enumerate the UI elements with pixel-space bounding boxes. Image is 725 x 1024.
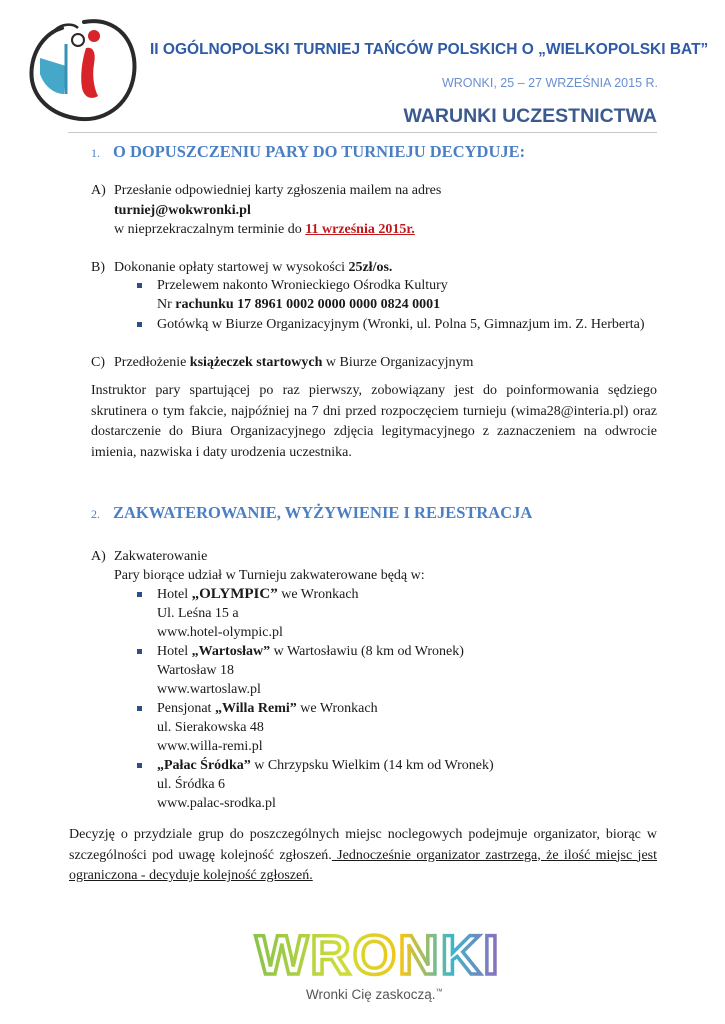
section-2-title: ZAKWATEROWANIE, WYŻYWIENIE I REJESTRACJA [113,503,533,522]
hotel-willa-remi-url[interactable]: www.willa-remi.pl [157,739,263,754]
bank-account-prefix: Nr [157,297,176,312]
bullet-icon [137,322,142,327]
fee-text: Dokonanie opłaty startowej w wysokości [114,260,349,275]
trademark-symbol: ™ [435,988,443,996]
hotel-location: w Chrzypsku Wielkim (14 km od Wronek) [250,758,494,773]
hotel-name: „Wartosław” [191,644,271,659]
wronki-wordmark: WRONKI [255,923,501,986]
tournament-logo [22,14,140,126]
hotel-wartoslaw-url[interactable]: www.wartoslaw.pl [157,682,261,697]
hotel-olympic-url[interactable]: www.hotel-olympic.pl [157,625,283,640]
section-2-number: 2. [91,507,100,521]
hotel-wartoslaw-name [157,642,464,661]
accommodation-title: Zakwaterowanie [114,549,208,564]
section-1-number: 1. [91,146,100,160]
section-2-a-label: A) [91,549,106,564]
wronki-logo [255,923,501,986]
hotel-name: „Willa Remi” [214,701,297,716]
hotel-palac-srodka-name [157,756,494,775]
contact-email[interactable]: turniej@wokwronki.pl [114,203,251,218]
fee-amount: 25zł/os. [348,260,393,275]
hotel-prefix: Pensjonat [157,701,215,716]
bullet-icon [137,649,142,654]
header-divider [68,132,657,133]
allocation-note-underlined: Jednocześnie organizator zastrzega, że ilość miejsc jest ograniczona - decyduje kolejność zgłoszeń. [69,847,658,883]
section-1-heading [91,142,525,162]
deadline-date: 11 września 2015r. [305,222,415,237]
bank-account-line [157,295,440,314]
section-1-b-text [114,258,392,277]
hotel-olympic-name [157,585,359,604]
deadline-line [114,220,415,239]
section-1-a-label: A) [91,183,106,198]
bank-account-number: rachunku 17 8961 0002 0000 0000 0824 0001 [175,297,441,312]
hotel-willa-remi-name [157,699,378,718]
bullet-icon [137,592,142,597]
hotel-name: „OLYMPIC” [191,586,278,602]
cash-option: Gotówką w Biurze Organizacyjnym (Wronki, ul. Polna 5, Gimnazjum im. Z. Herberta) [157,317,645,332]
event-date: WRONKI, 25 – 27 WRZEŚNIA 2015 R. [441,76,658,90]
instructor-note: Instruktor pary spartującej po raz pierwszy, zobowiązany jest do poinformowania sędziego skrutinera o tym fakcie, najpóźniej na 7 dni przed rozpoczęciem turnieju (wima28@interia.pl) oraz dostarczenie do Biura Organizacyjnego zdjęcia legitymacyjnego z zaznaczeniem na odwrocie imienia, nazwiska i daty urodzenia uczestnika. [91,383,657,460]
hotel-palac-srodka-url[interactable]: www.palac-srodka.pl [157,796,276,811]
section-1-c-text [114,353,473,372]
c-prefix: Przedłożenie [114,355,190,370]
transfer-option: Przelewem nakonto Wronieckiego Ośrodka Kultury [157,278,448,293]
hotel-location: we Wronkach [296,701,378,716]
hotel-willa-remi-address: ul. Sierakowska 48 [157,720,264,735]
section-1-c-label: C) [91,355,105,370]
accommodation-intro: Pary biorące udział w Turnieju zakwaterowane będą w: [114,568,425,583]
hotel-location: w Wartosławiu (8 km od Wronek) [270,644,464,659]
hotel-palac-srodka-address: ul. Śródka 6 [157,777,226,792]
tournament-title: II OGÓLNOPOLSKI TURNIEJ TAŃCÓW POLSKICH O „WIELKOPOLSKI BAT” [150,41,709,58]
hotel-location: we Wronkach [277,587,359,602]
slogan-text: Wronki Cię zaskoczą. [306,987,436,1002]
bullet-icon [137,763,142,768]
bullet-icon [137,706,142,711]
footer-slogan [306,987,443,1002]
section-1-a-text: Przesłanie odpowiedniej karty zgłoszenia mailem na adres [114,183,442,198]
c-suffix: w Biurze Organizacyjnym [322,355,474,370]
section-1-title: O DOPUSZCZENIU PARY DO TURNIEJU DECYDUJE: [113,142,526,161]
bullet-icon [137,283,142,288]
section-1-b-label: B) [91,260,105,275]
hotel-prefix: Hotel [157,587,192,602]
deadline-prefix: w nieprzekraczalnym terminie do [114,222,306,237]
c-bold: książeczek startowych [189,355,323,370]
document-heading: WARUNKI UCZESTNICTWA [403,105,657,127]
allocation-note [69,825,657,887]
hotel-olympic-address: Ul. Leśna 15 a [157,606,239,621]
section-2-heading [91,503,532,523]
hotel-wartoslaw-address: Wartosław 18 [157,663,235,678]
allocation-note-plain: Decyzję o przydziale grup do poszczególnych miejsc noclegowych podejmuje organizator, biorąc w szczególności pod uwagę kolejność zgłoszeń. [69,827,657,863]
hotel-name: „Pałac Śródka” [157,758,251,773]
hotel-prefix: Hotel [157,644,192,659]
